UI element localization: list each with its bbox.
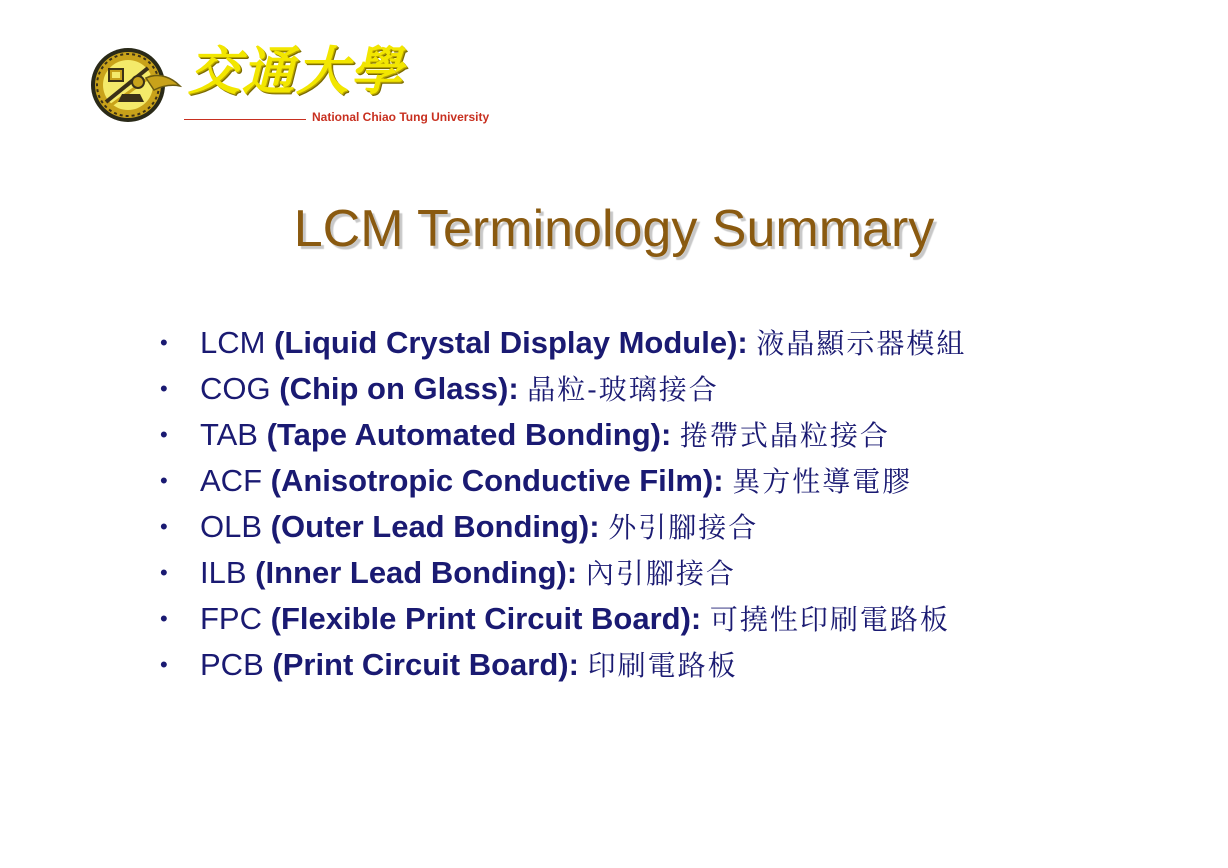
term-full-name: (Tape Automated Bonding): (266, 417, 672, 452)
term-text (200, 463, 912, 498)
bullet-icon: • (160, 606, 168, 631)
term-full-name: (Flexible Print Circuit Board): (270, 601, 702, 636)
term-chinese: 液晶顯示器模組 (756, 327, 967, 360)
bullet-icon: • (160, 468, 168, 493)
term-item (160, 414, 966, 460)
term-item (160, 644, 966, 690)
term-full-name: (Chip on Glass): (279, 371, 519, 406)
term-chinese: 內引腳接合 (585, 557, 736, 590)
term-chinese: 外引腳接合 (608, 511, 759, 544)
term-abbreviation: OLB (200, 509, 263, 544)
term-text (200, 509, 758, 544)
term-full-name: (Inner Lead Bonding): (255, 555, 578, 590)
term-chinese: 晶粒-玻璃接合 (527, 373, 719, 406)
term-abbreviation: COG (200, 371, 271, 406)
term-chinese: 可撓性印刷電路板 (709, 603, 950, 636)
bullet-icon: • (160, 560, 168, 585)
term-text (200, 417, 890, 452)
logo-divider (184, 119, 306, 120)
bullet-icon: • (160, 376, 168, 401)
term-abbreviation: LCM (200, 325, 266, 360)
bullet-icon: • (160, 652, 168, 677)
term-full-name: (Outer Lead Bonding): (270, 509, 600, 544)
term-text (200, 601, 950, 636)
term-abbreviation: ILB (200, 555, 247, 590)
term-item (160, 322, 966, 368)
term-chinese: 異方性導電膠 (732, 465, 913, 498)
term-abbreviation: TAB (200, 417, 258, 452)
term-text (200, 325, 966, 360)
terminology-list (160, 322, 966, 690)
term-abbreviation: FPC (200, 601, 262, 636)
bullet-icon: • (160, 330, 168, 355)
term-chinese: 印刷電路板 (587, 649, 738, 682)
logo-chinese-name: 交通大學 (188, 41, 405, 102)
term-item (160, 460, 966, 506)
term-chinese: 捲帶式晶粒接合 (679, 419, 890, 452)
bullet-icon: • (160, 514, 168, 539)
slide-title: LCM Terminology Summary (293, 200, 935, 258)
term-item (160, 368, 966, 414)
term-full-name: (Anisotropic Conductive Film): (270, 463, 724, 498)
term-text (200, 647, 738, 682)
term-text (200, 555, 736, 590)
term-item (160, 552, 966, 598)
university-seal-icon (88, 44, 182, 126)
university-logo (88, 40, 518, 132)
term-abbreviation: PCB (200, 647, 264, 682)
term-item (160, 506, 966, 552)
term-full-name: (Print Circuit Board): (272, 647, 579, 682)
term-abbreviation: ACF (200, 463, 262, 498)
logo-english-name: National Chiao Tung University (312, 110, 490, 124)
term-text (200, 371, 719, 406)
term-full-name: (Liquid Crystal Display Module): (274, 325, 748, 360)
term-item (160, 598, 966, 644)
bullet-icon: • (160, 422, 168, 447)
